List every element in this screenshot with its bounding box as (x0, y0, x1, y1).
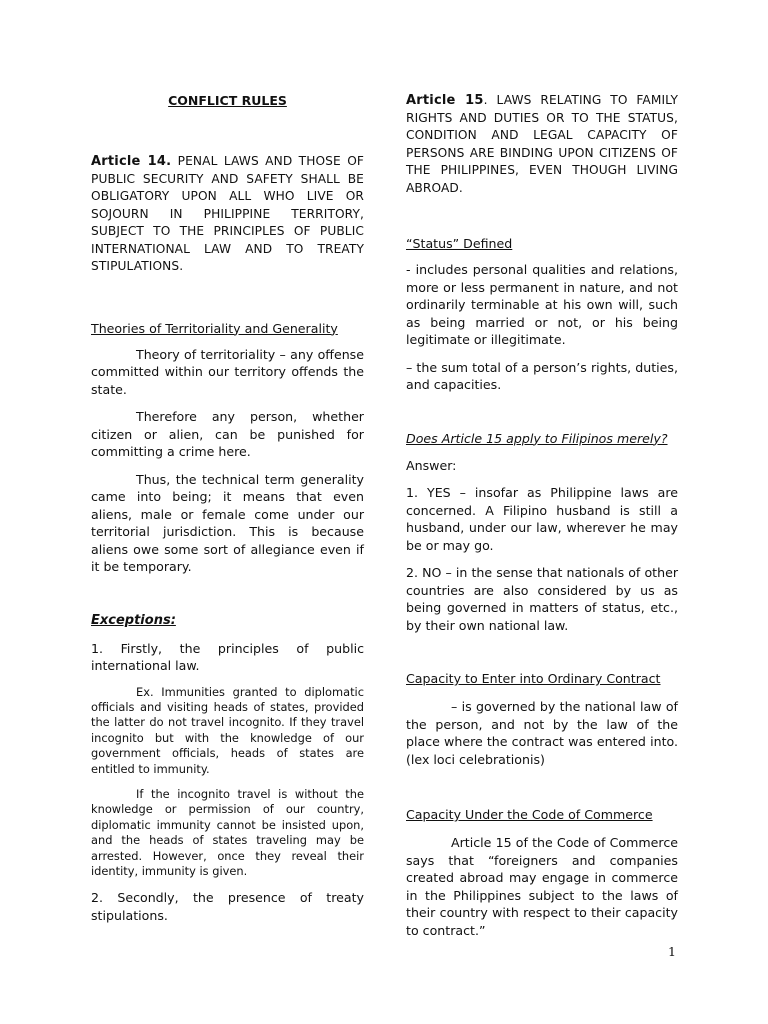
theories-heading: Theories of Territoriality and Generality (91, 320, 338, 336)
article-15-label: Article 15 (406, 93, 484, 108)
article-15-text: . LAWS RELATING TO FAMILY RIGHTS AND DUTIES OR TO THE STATUS, CONDITION AND LEGAL CAPACITY OF PERSONS ARE BINDING UPON CITIZENS OF THE PHILIPPINES, EVEN THOUGH LIVING ABROAD. (406, 93, 678, 195)
theory-paragraph-3: Thus, the technical term generality came into being; it means that even aliens, male or female come under our territorial jurisdiction. This is because aliens owe some sort of allegiance even if it be temporary. (91, 471, 364, 574)
question-heading: Does Article 15 apply to Filipinos merely? (406, 430, 668, 446)
document-title: CONFLICT RULES (168, 93, 287, 108)
answer-1: 1. YES – insofar as Philippine laws are concerned. A Filipino husband is still a husband, under our law, wherever he may be or may go. (406, 485, 678, 553)
exception-1-example-2: If the incognito travel is without the knowledge or permission of our country, diplomatic immunity cannot be insisted upon, and the heads of states traveling may be arrested. However, once they reveal their identity, immunity is given. (91, 786, 364, 878)
article-14 (91, 153, 364, 276)
exception-1-example: Ex. Immunities granted to diplomatic officials and visiting heads of states, provided the latter do not travel incognito. If they travel incognito but with the knowledge of our government officials, heads of states are entitled to immunity. (91, 684, 364, 776)
status-paragraph-2: – the sum total of a person’s rights, duties, and capacities. (406, 359, 678, 392)
exception-1: 1. Firstly, the principles of public international law. (91, 640, 364, 673)
status-heading: “Status” Defined (406, 236, 513, 251)
commerce-paragraph: Article 15 of the Code of Commerce says that “foreigners and companies created abroad may engage in commerce in the Philippines subject to the laws of their country with respect to their capacity to contract.” (406, 835, 678, 938)
article-14-label: Article 14. (91, 154, 172, 169)
answer-label: Answer: (406, 457, 457, 473)
answer-2: 2. NO – in the sense that nationals of other countries are also considered by us as being governed in matters of status, etc., by their own national law. (406, 565, 678, 633)
page-number: 1 (668, 944, 676, 959)
left-column (91, 92, 364, 934)
article-15 (406, 92, 678, 197)
status-paragraph-1: - includes personal qualities and relations, more or less permanent in nature, and not ordinarily terminable at his own will, such as being married or not, or his being legitimate or illegitimate. (406, 262, 678, 347)
article-14-text: PENAL LAWS AND THOSE OF PUBLIC SECURITY AND SAFETY SHALL BE OBLIGATORY UPON ALL WHO LIVE OR SOJOURN IN PHILIPPINE TERRITORY, SUBJECT TO THE PRINCIPLES OF PUBLIC INTERNATIONAL LAW AND TO TREATY STIPULATIONS. (91, 154, 364, 273)
capacity-heading: Capacity to Enter into Ordinary Contract (406, 671, 661, 686)
right-column (406, 92, 678, 949)
exception-2: 2. Secondly, the presence of treaty stipulations. (91, 890, 364, 923)
commerce-heading: Capacity Under the Code of Commerce (406, 807, 653, 822)
capacity-paragraph: – is governed by the national law of the person, and not by the law of the place where the contract was entered into. (lex loci celebrationis) (406, 699, 678, 767)
theory-paragraph-2: Therefore any person, whether citizen or alien, can be punished for committing a crime here. (91, 409, 364, 459)
exceptions-heading: Exceptions: (91, 612, 176, 628)
theory-paragraph-1: Theory of territoriality – any offense committed within our territory offends the state. (91, 346, 364, 397)
